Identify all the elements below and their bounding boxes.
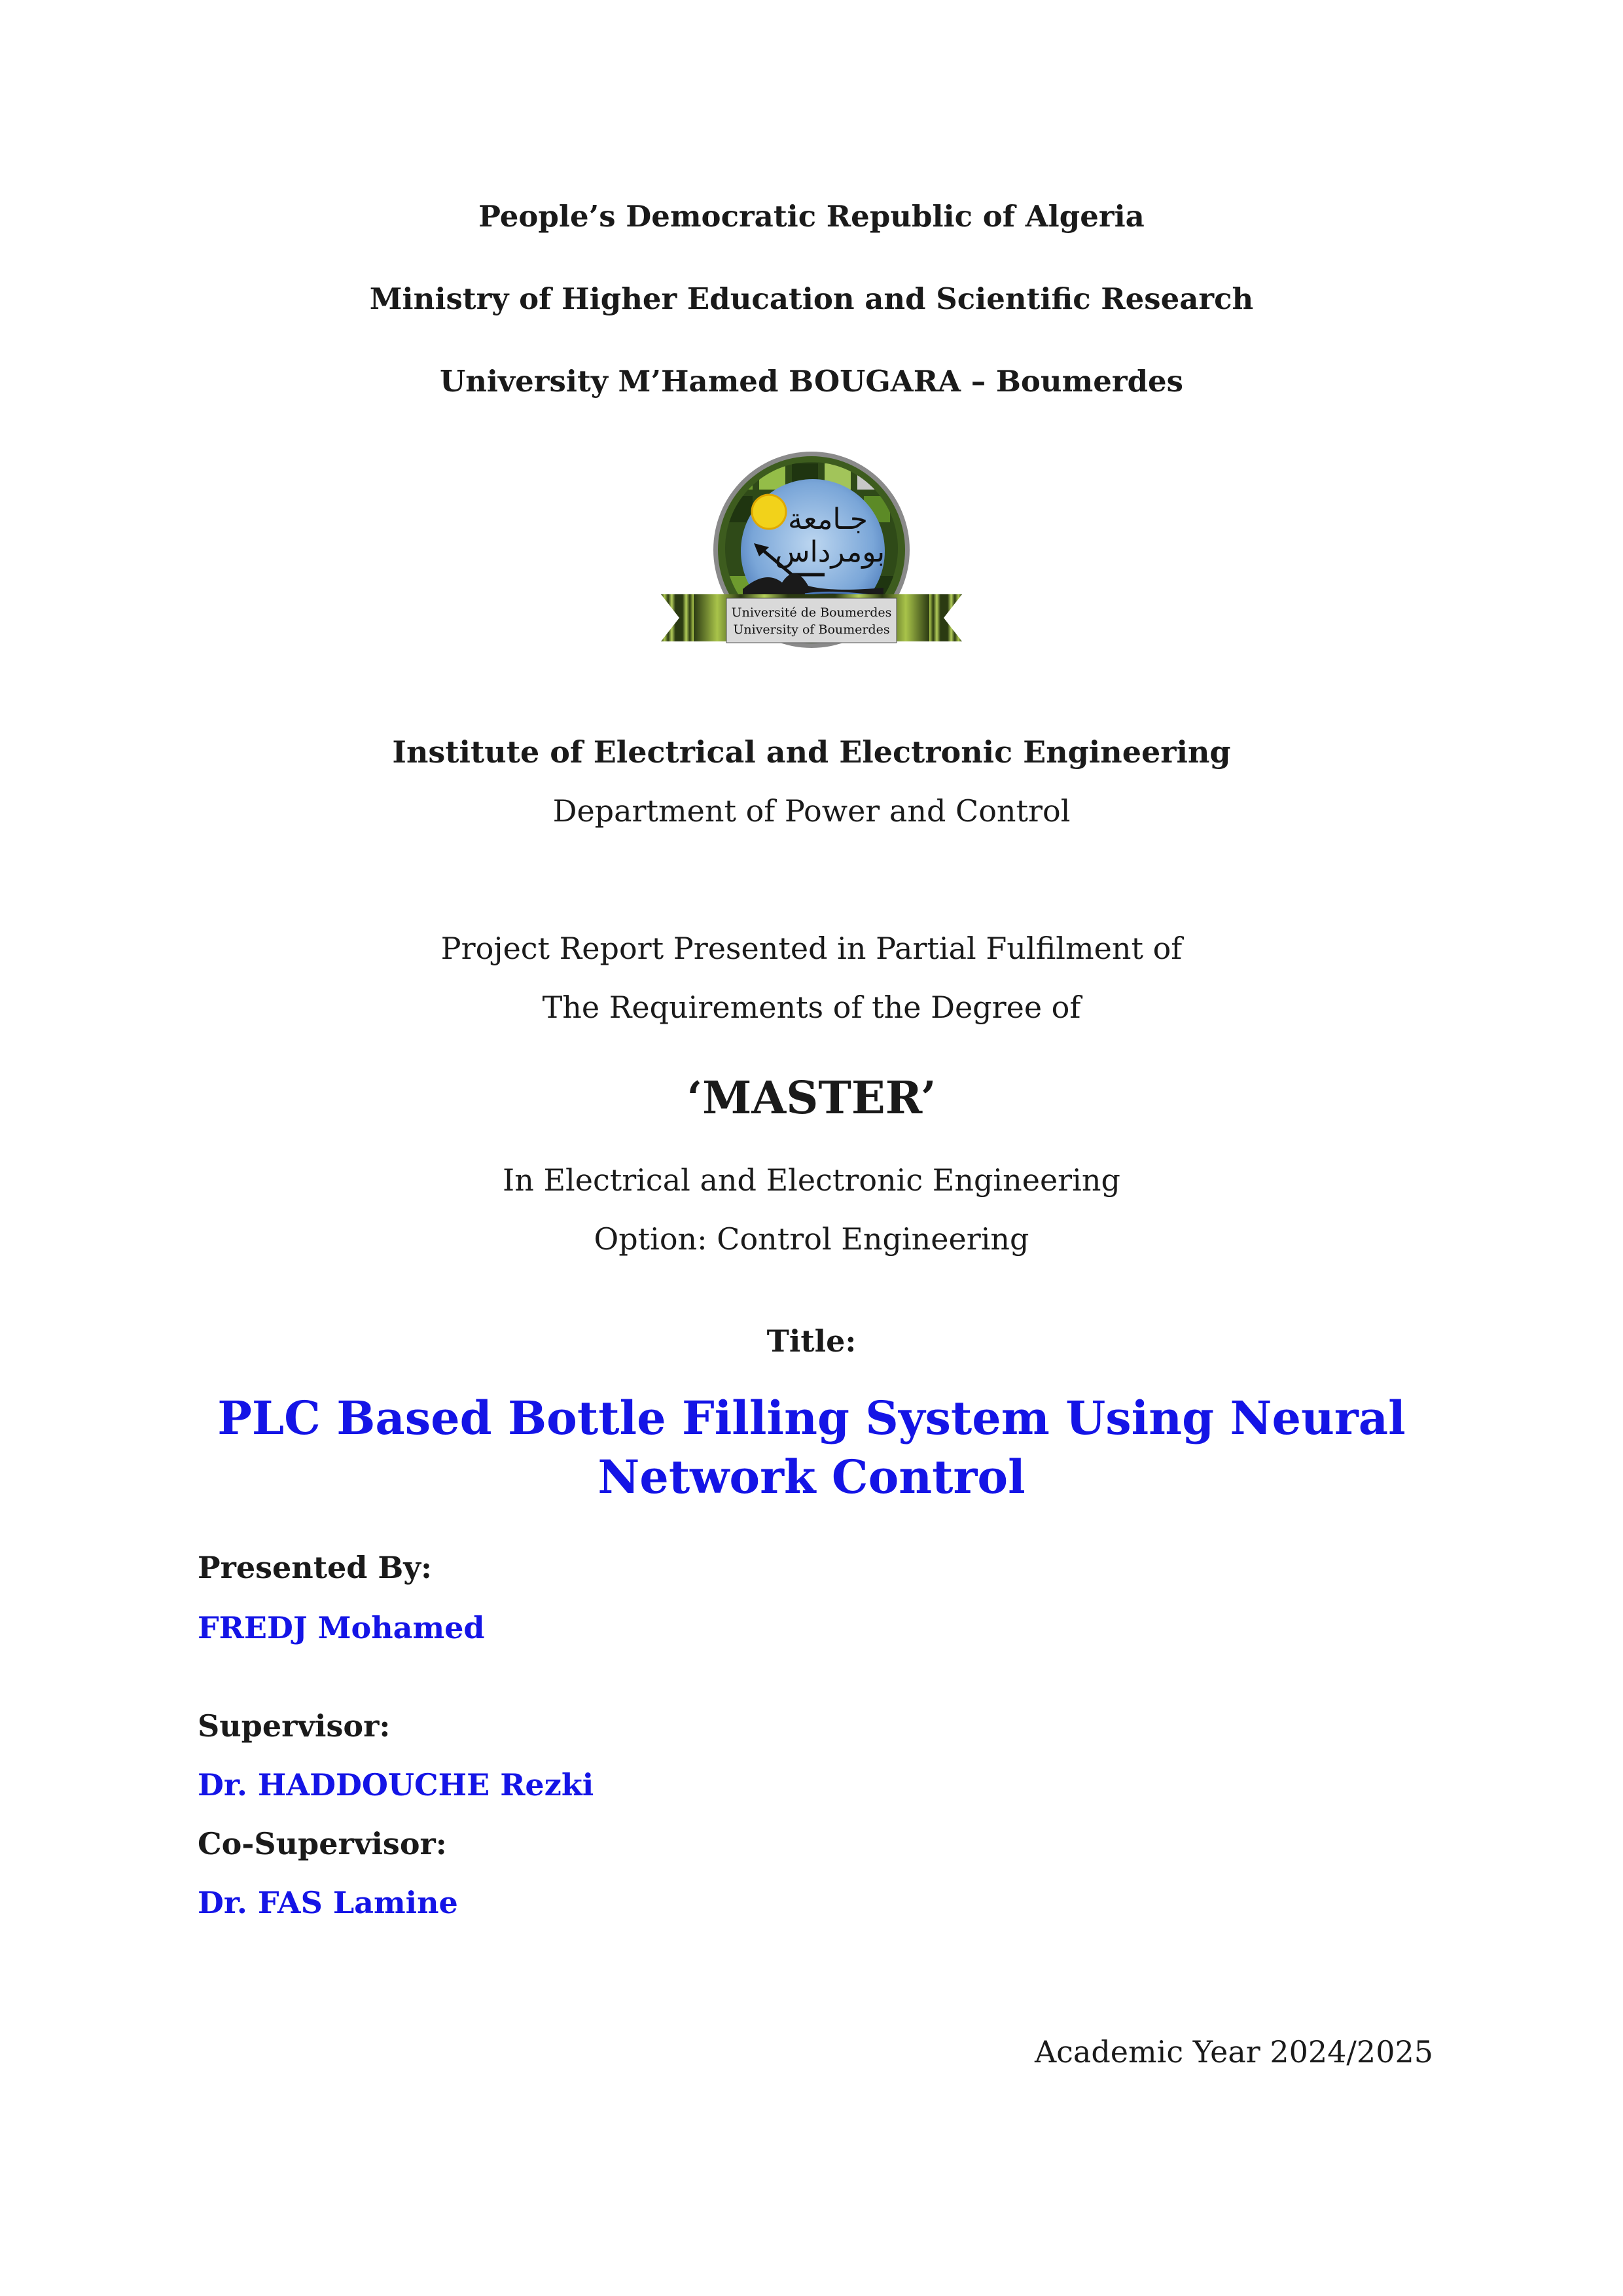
university-name: University M’Hamed BOUGARA – Boumerdes xyxy=(439,364,1184,399)
logo-banner-line1: Université de Boumerdes xyxy=(731,605,892,620)
logo-arabic-line2: بومرداس xyxy=(774,535,885,569)
university-logo xyxy=(661,452,962,668)
project-title-line1: PLC Based Bottle Filling System Using Neural xyxy=(217,1391,1406,1445)
degree-name: ‘MASTER’ xyxy=(687,1072,936,1124)
degree-field: In Electrical and Electronic Engineering xyxy=(503,1162,1120,1198)
institute-name: Institute of Electrical and Electronic Engineering xyxy=(392,734,1231,770)
cosupervisor-name: Dr. FAS Lamine xyxy=(198,1885,458,1920)
title-label: Title: xyxy=(766,1323,857,1359)
degree-line2: The Requirements of the Degree of xyxy=(542,990,1081,1025)
student-name: FREDJ Mohamed xyxy=(198,1610,485,1645)
country-name: People’s Democratic Republic of Algeria xyxy=(478,199,1145,234)
project-title-line2: Network Control xyxy=(597,1450,1026,1504)
ministry-name: Ministry of Higher Education and Scientific Research xyxy=(369,281,1254,316)
degree-line1: Project Report Presented in Partial Fulfilment of xyxy=(440,931,1183,966)
degree-option: Option: Control Engineering xyxy=(594,1221,1029,1257)
presented-by-label: Presented By: xyxy=(198,1550,432,1585)
supervisor-label: Supervisor: xyxy=(198,1708,391,1744)
supervisor-name: Dr. HADDOUCHE Rezki xyxy=(198,1767,594,1803)
academic-year: Academic Year 2024/2025 xyxy=(1034,2034,1433,2070)
department-name: Department of Power and Control xyxy=(552,793,1071,829)
logo-banner-line2: University of Boumerdes xyxy=(733,622,890,637)
cosupervisor-label: Co-Supervisor: xyxy=(198,1826,447,1861)
logo-arabic-line1: جـامعة xyxy=(788,503,868,536)
